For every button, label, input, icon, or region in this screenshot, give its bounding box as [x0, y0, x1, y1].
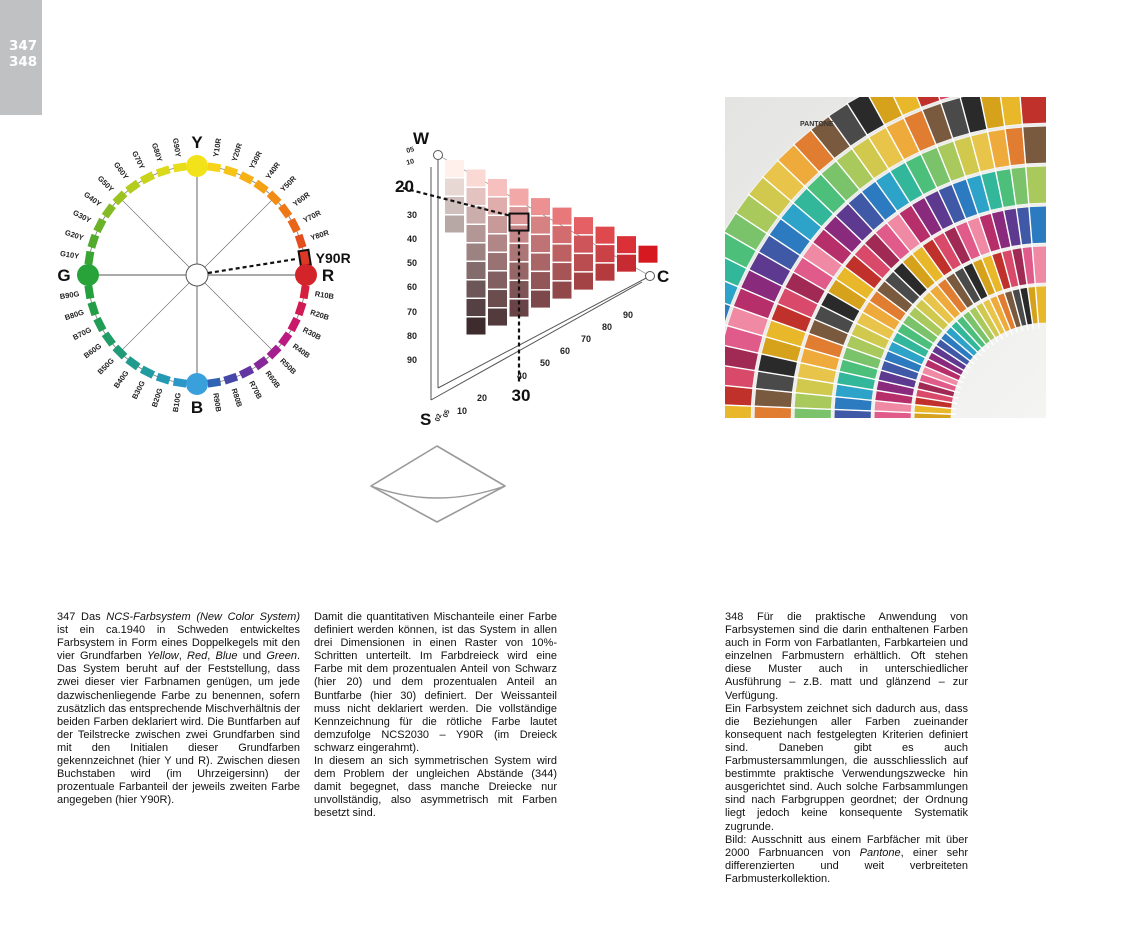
hue-label-g40y: G40Y [82, 189, 104, 209]
hue-tile-y30r [239, 171, 254, 184]
hue-label-y20r: Y20R [229, 141, 245, 163]
hue-tile-r30b [288, 317, 301, 332]
caption-emphasis: Red [187, 650, 208, 663]
hue-label-r80b: R80B [229, 387, 245, 409]
triangle-cell [574, 236, 593, 253]
hue-tile-g30y [93, 218, 106, 233]
chromaticness-scale-label: 90 [623, 310, 634, 320]
triangle-cell [531, 235, 550, 252]
hue-tile-r20b [295, 301, 307, 316]
hue-label-r30b: R30B [301, 325, 323, 342]
black-corner-label: S [420, 410, 432, 429]
yellow-primary-label: Y [191, 133, 203, 152]
hue-tile-g20y [88, 234, 100, 249]
hue-tile-r70b [239, 366, 254, 379]
triangle-cell [531, 291, 550, 308]
triangle-cell [467, 244, 486, 261]
triangle-cell [553, 245, 572, 262]
blue-primary-dot [186, 373, 208, 395]
triangle-cell [510, 189, 529, 206]
hue-label-y70r: Y70R [301, 208, 323, 225]
caption-347-paragraph [57, 611, 300, 807]
blackness-scale-label: 80 [407, 331, 418, 341]
chromaticness-scale-label: 10 [457, 406, 468, 416]
blackness-scale-label: 05 [405, 146, 416, 155]
hue-label-r70b: R70B [247, 379, 264, 401]
red-primary-label: R [321, 266, 335, 285]
hue-label-r40b: R40B [290, 341, 312, 361]
blackness-mark-label: 20 [395, 177, 414, 196]
caption-text: Bild: Ausschnitt aus einem Farbfächer mit über 2000 Farbnuancen von [725, 833, 968, 859]
double-cone-outline [371, 446, 505, 522]
caption-348-paragraph [725, 611, 968, 703]
caption-348 [725, 611, 968, 886]
triangle-cell [553, 226, 572, 243]
triangle-cell [639, 246, 658, 263]
triangle-cell [445, 179, 464, 196]
caption-text: . Das System beruht auf der Feststellung, dass zwei dieser vier Farbnamen genügen, um jede dazwischenliegende Farbe zu benennen, sofern zusätzlich das entsprechende Mischverhältnis der beiden Farben deklariert wird. Die Buntfarben auf der Teilstrecke zwischen zwei Grundfarben sind mit den Initialen dieser Grundfarben gekennzeichnet (hier Y und R). Zwischen diesen Buchstaben wird (im Uhrzeigersinn) der prozentuale Farbanteil der jeweils zweiten Farbe angegeben (hier Y90R). [57, 650, 301, 807]
triangle-cell [488, 179, 507, 196]
blackness-scale-label: 60 [407, 282, 418, 292]
hue-label-r90b: R90B [211, 392, 224, 413]
triangle-cell [467, 299, 486, 316]
caption-text: , einer sehr differenzierten und weit verbreiteten Farbmusterkollektion. [725, 846, 968, 885]
hue-label-b50g: B50G [95, 356, 116, 377]
triangle-cell [553, 263, 572, 280]
triangle-cell [531, 217, 550, 234]
ncs-color-triangle [385, 120, 685, 430]
page-number-tab [0, 0, 42, 115]
hue-label-y60r: Y60R [291, 190, 312, 209]
hue-tile-b60g [102, 331, 116, 346]
triangle-cell [596, 227, 615, 244]
hue-label-g10y: G10Y [59, 248, 80, 261]
caption-emphasis: NCS-Farbsystem (New Color System) [106, 611, 300, 623]
hue-tile-r60b [253, 356, 268, 370]
hue-label-b30g: B30G [129, 379, 147, 401]
triangle-cell [467, 262, 486, 279]
hue-tile-y70r [288, 218, 301, 233]
hue-tile-r90b [207, 378, 221, 388]
caption-emphasis: Green [266, 650, 297, 663]
triangle-cell [445, 216, 464, 233]
hue-label-b20g: B20G [149, 386, 165, 409]
triangle-cell [531, 198, 550, 215]
y90r-pointer-line [208, 259, 297, 273]
chromaticness-scale-label: 02 [434, 412, 444, 423]
hue-label-g50y: G50Y [95, 173, 116, 194]
caption-347 [57, 611, 300, 807]
caption-text: und [237, 650, 267, 663]
chromatic-corner-label: C [657, 267, 670, 286]
hue-label-b90g: B90G [59, 289, 80, 302]
page-number-347: 347 [9, 38, 38, 54]
hue-tile-y90r [299, 250, 311, 266]
double-cone-diagram [365, 440, 515, 530]
hue-tile-r40b [278, 331, 292, 346]
hue-tile-y40r [253, 180, 268, 194]
hue-label-y80r: Y80R [309, 227, 331, 243]
triangle-cell [445, 160, 464, 177]
hue-label-g90y: G90Y [170, 137, 183, 158]
caption-348-paragraph [725, 834, 968, 886]
red-primary-dot [295, 264, 317, 286]
blackness-scale-label: 40 [407, 234, 418, 244]
chromaticness-scale-label: 70 [581, 334, 592, 344]
hue-tile-g70y [140, 171, 155, 184]
hue-label-g30y: G30Y [71, 208, 93, 225]
hue-label-b40g: B40G [111, 368, 131, 390]
caption-text: 347 Das [57, 611, 107, 623]
triangle-cell [467, 318, 486, 335]
caption-text: ist ein ca.1940 in Schweden entwickeltes Farbsystem in Form eines Doppelkegels mit den vier Grundfarben [57, 624, 300, 663]
white-corner-label: W [413, 129, 430, 148]
chromaticness-scale-label: 20 [477, 393, 488, 403]
triangle-cell [553, 208, 572, 225]
hue-tile-g80y [156, 166, 171, 178]
hue-label-b60g: B60G [82, 341, 104, 361]
circle-spoke [205, 283, 274, 352]
triangle-cell [596, 264, 615, 281]
triangle-cell [510, 207, 529, 224]
green-primary-dot [77, 264, 99, 286]
triangle-cell [488, 253, 507, 270]
triangle-cell [617, 255, 636, 272]
hue-label-b10g: B10G [170, 392, 183, 413]
hue-tile-y60r [278, 203, 292, 218]
white-corner-dot [434, 151, 443, 160]
caption-emphasis: Blue [215, 650, 238, 663]
pantone-brand-label: PANTONE [800, 121, 834, 128]
hue-tile-g10y [84, 251, 94, 265]
triangle-cell [467, 207, 486, 224]
hue-tile-y10r [207, 162, 221, 172]
hue-tile-r80b [223, 373, 238, 385]
hue-tile-r10b [300, 285, 310, 299]
triangle-cell [488, 216, 507, 233]
hue-label-g70y: G70Y [130, 149, 147, 171]
triangle-cell [467, 170, 486, 187]
hue-tile-b10g [173, 378, 187, 388]
caption-text: 348 Für die praktische Anwendung von Farbsystemen sind die darin enthaltenen Farben auch in Form von Farbatlanten, Farbkarteien und einzelnen Farbmustern erhältlich. Oft stehen diese Muster auch in unterschiedlicher Ausführung – z.B. matt und glänzend – zur Verfügung. [725, 611, 968, 702]
chromatic-corner-dot [646, 272, 655, 281]
triangle-cell [574, 254, 593, 271]
hue-label-g80y: G80Y [149, 141, 165, 163]
hue-label-y30r: Y30R [247, 149, 264, 171]
caption-348-paragraph [725, 703, 968, 834]
hue-tile-b80g [88, 301, 100, 316]
chromaticness-scale-label: 50 [540, 358, 551, 368]
triangle-cell [510, 263, 529, 280]
triangle-cell [467, 188, 486, 205]
hue-tile-y20r [223, 166, 238, 178]
chromaticness-scale-label: 05 [442, 408, 452, 419]
triangle-cell [488, 198, 507, 215]
triangle-cell [445, 197, 464, 214]
circle-spoke [120, 283, 189, 352]
triangle-cell [617, 236, 636, 253]
caption-text: , [178, 650, 188, 663]
caption-text: Damit die quantitativen Mischanteile einer Farbe definiert werden können, ist das System in allen drei Dimensionen in einen Raster von 10%-Schritten unterteilt. Im Farbdreieck wird eine Farbe mit dem prozentualen Anteil von Schwarz (hier 20) und dem prozentualen Anteil an Buntfarbe (hier 30) definiert. Der Weissanteil muss nicht deklariert werden. Die vollständige Kennzeichnung für die rötliche Farbe lautet demzufolge NCS2030 – Y90R (im Dreieck schwarz eingerahmt). [314, 611, 557, 754]
hue-label-y40r: Y40R [263, 160, 282, 181]
caption-ncs-paragraph [314, 755, 557, 820]
y90r-highlight-label: Y90R [315, 249, 351, 266]
hue-label-r50b: R50B [278, 356, 299, 377]
circle-spoke [120, 198, 189, 267]
triangle-cell [531, 254, 550, 271]
triangle-cell [488, 309, 507, 326]
caption-ncs-continued [314, 611, 557, 821]
hue-label-r60b: R60B [263, 368, 283, 390]
triangle-cell [488, 290, 507, 307]
hue-label-g20y: G20Y [63, 227, 85, 243]
blackness-scale-label: 70 [407, 307, 418, 317]
triangle-cell [531, 272, 550, 289]
hue-tile-g40y [102, 203, 116, 218]
fan-swatch [1019, 97, 1046, 124]
hue-tile-b30g [140, 366, 155, 379]
blackness-scale-label: 10 [405, 158, 416, 167]
triangle-cell [488, 272, 507, 289]
caption-text: , [207, 650, 216, 663]
hue-label-y50r: Y50R [278, 173, 299, 194]
hue-label-r10b: R10B [314, 289, 335, 302]
blackness-scale-label: 30 [407, 210, 418, 220]
green-primary-label: G [57, 266, 71, 285]
caption-ncs-paragraph [314, 611, 557, 755]
chromaticness-scale-label: 80 [602, 322, 613, 332]
caption-emphasis: Pantone [859, 846, 901, 859]
caption-text: In diesem an sich symmetrischen System wird dem Problem der ungleichen Abstände (344) damit begegnet, dass manche Dreiecke nur unvollständig, also asymmetrisch mit Farben besetzt sind. [314, 755, 557, 820]
triangle-cell [596, 245, 615, 262]
blackness-scale-label: 90 [407, 355, 418, 365]
triangle-cell [488, 235, 507, 252]
hue-tile-b20g [156, 373, 171, 385]
triangle-cell [574, 217, 593, 234]
hue-tile-b90g [84, 285, 94, 299]
hue-tile-g60y [125, 180, 140, 194]
pantone-fan-photo [725, 97, 1046, 418]
caption-emphasis: Yellow [146, 650, 179, 663]
page-number-348: 348 [9, 54, 38, 70]
hue-tile-b70g [93, 317, 106, 332]
triangle-cell [574, 273, 593, 290]
hue-tile-b40g [125, 356, 140, 370]
yellow-primary-dot [186, 155, 208, 177]
triangle-cell [467, 225, 486, 242]
chromaticness-scale-label: 40 [517, 371, 528, 381]
neutral-center-circle [186, 264, 208, 286]
chromaticness-mark-label: 30 [511, 386, 531, 405]
hue-label-b80g: B80G [63, 307, 86, 323]
hue-label-g60y: G60Y [111, 160, 131, 182]
fan-swatch [1023, 126, 1046, 164]
hue-tile-y80r [295, 234, 307, 249]
blackness-scale-label: 50 [407, 258, 418, 268]
ncs-color-circle [40, 120, 370, 430]
triangle-cell [553, 282, 572, 299]
circle-spoke [205, 198, 274, 267]
hue-tile-g90y [173, 162, 187, 172]
hue-label-b70g: B70G [71, 325, 93, 343]
chromaticness-scale-label: 60 [560, 346, 571, 356]
hue-label-y10r: Y10R [211, 137, 224, 158]
caption-text: Ein Farbsystem zeichnet sich dadurch aus, dass die Beziehungen aller Farben zueinander konsequent nach festgelegten Kriterien definiert sind. Daneben gibt es auch Farbmustersammlungen, die ausschliesslich auf bestimmte praktische Verwendungszwecke hin ausgerichtet sind. Auch solche Farbsammlungen sind nach Farbgruppen geordnet; der Ordnung liegt jedoch keine konsequente Systematik zugrunde. [725, 702, 968, 833]
blue-primary-label: B [190, 398, 204, 417]
hue-label-r20b: R20B [309, 307, 331, 323]
triangle-cell [467, 281, 486, 298]
